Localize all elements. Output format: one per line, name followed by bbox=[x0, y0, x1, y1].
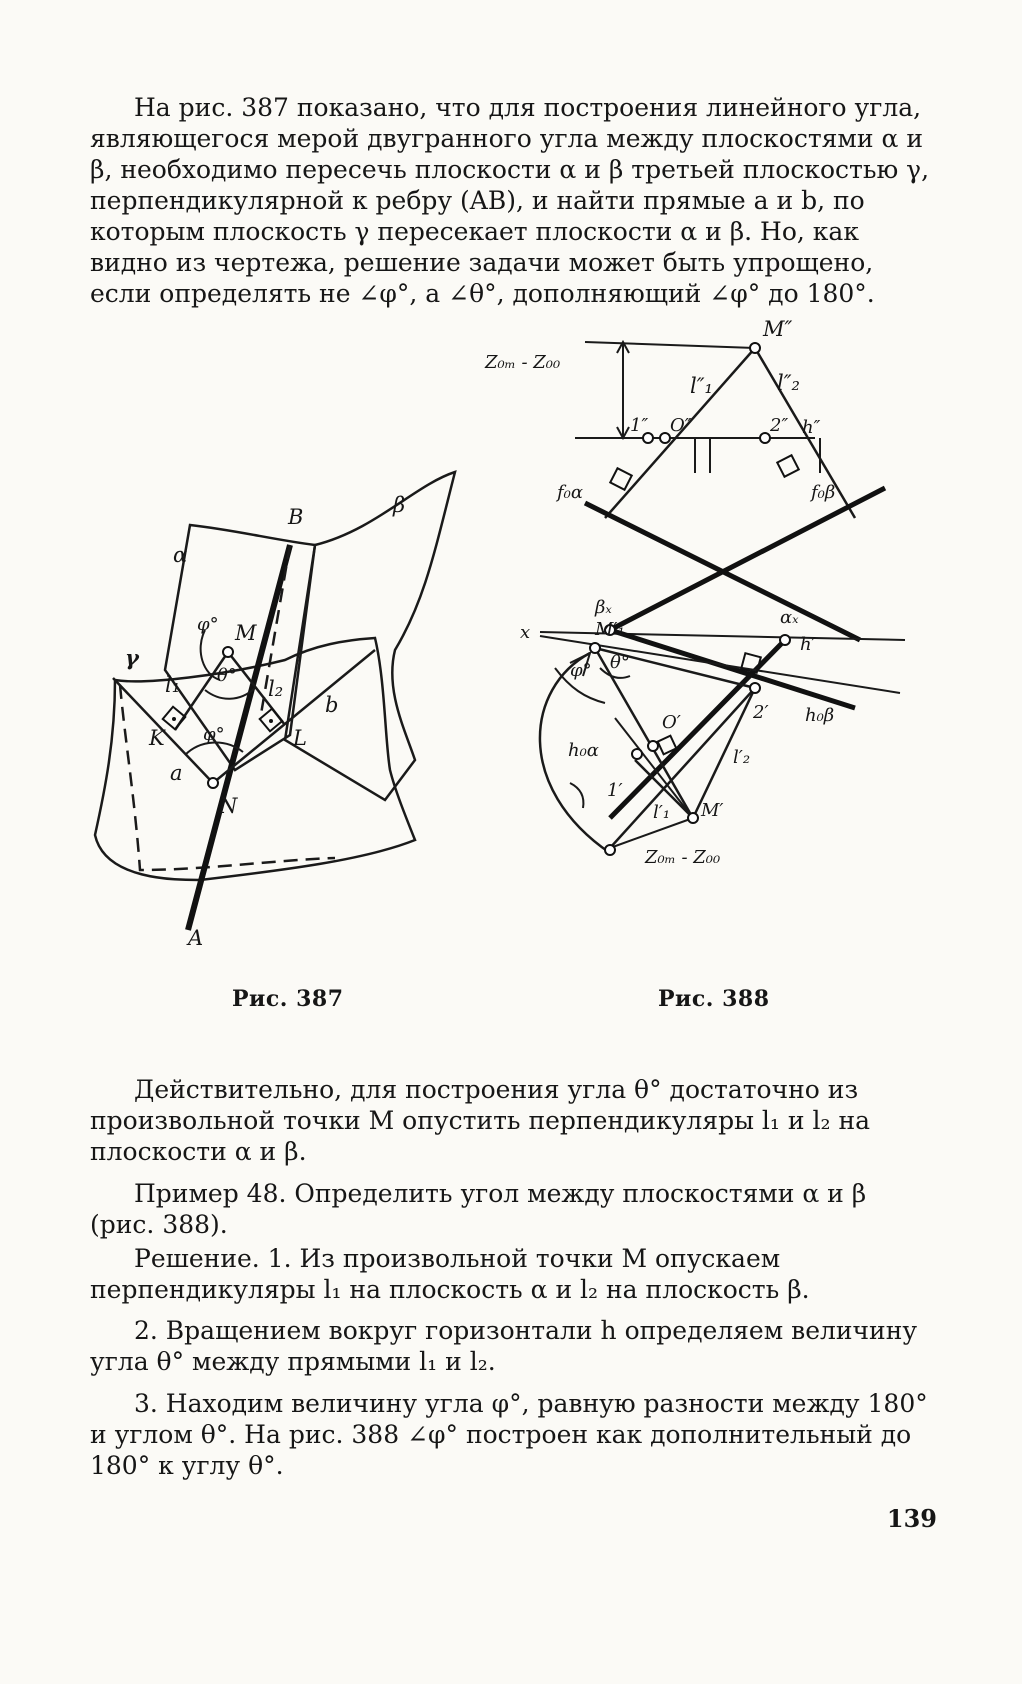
label-h-alpha: h₀α bbox=[568, 740, 599, 761]
figure-387 bbox=[85, 440, 515, 960]
label-z-bottom: Z₀ₘ - Z₀₀ bbox=[645, 847, 721, 868]
point-alpha-x bbox=[780, 635, 790, 645]
paragraph-solution-1: Решение. 1. Из произвольной точки M опускаем перпендикуляры l₁ на плоскость α и l₂ на плоскость β. bbox=[90, 1244, 810, 1304]
label-M1-1: M′₁ bbox=[595, 619, 625, 640]
label-h-prime: h′ bbox=[800, 634, 816, 655]
label-theta-388: θ° bbox=[610, 652, 630, 673]
label-2-prime: 2′ bbox=[753, 702, 769, 723]
figure-388 bbox=[485, 308, 935, 948]
label-b: b bbox=[325, 693, 339, 717]
label-l2-frontal: l″₂ bbox=[777, 371, 800, 395]
label-f-beta: f₀β bbox=[811, 482, 836, 503]
caption-fig-387: Рис. 387 bbox=[232, 986, 344, 1012]
paragraph-example: Пример 48. Определить угол между плоскостями α и β (рис. 388). bbox=[90, 1179, 867, 1239]
label-theta: θ° bbox=[217, 665, 237, 686]
point-Mprime bbox=[688, 813, 698, 823]
label-M: M bbox=[235, 621, 257, 645]
trace-f-beta bbox=[610, 488, 885, 630]
paragraph-solution-2: 2. Вращением вокруг горизонтали h определяем величину угла θ° между прямыми l₁ и l₂. bbox=[90, 1316, 918, 1376]
label-1-prime: 1′ bbox=[607, 780, 623, 801]
label-h-beta: h₀β bbox=[805, 705, 835, 726]
label-alpha: α bbox=[173, 543, 188, 567]
point-2prime bbox=[750, 683, 760, 693]
label-x: x bbox=[520, 622, 531, 643]
paragraph-solution-3: 3. Находим величину угла φ°, равную разности между 180° и углом θ°. На рис. 388 ∠φ° построен как дополнительный до 180° к углу θ°. bbox=[90, 1389, 928, 1480]
point-Oprime bbox=[648, 741, 658, 751]
point-M1-1 bbox=[590, 643, 600, 653]
plane-beta bbox=[285, 472, 455, 800]
label-K: K bbox=[149, 726, 165, 750]
label-gamma: γ bbox=[125, 645, 139, 670]
label-phi-bottom: φ° bbox=[203, 724, 225, 745]
caption-fig-388: Рис. 388 bbox=[658, 986, 770, 1012]
label-h-frontal: h″ bbox=[802, 417, 821, 438]
label-l2: l₂ bbox=[268, 677, 284, 701]
label-beta-x: βₓ bbox=[595, 597, 612, 618]
label-phi: φ° bbox=[570, 660, 592, 681]
label-l1-prime: l′₁ bbox=[653, 802, 671, 823]
point-M2 bbox=[750, 343, 760, 353]
label-l2-prime: l′₂ bbox=[733, 747, 751, 768]
paragraph-1: Действительно, для построения угла θ° достаточно из произвольной точки M опустить перпендикуляры l₁ и l₂ на плоскости α и β. bbox=[90, 1075, 871, 1166]
label-M-prime: M′ bbox=[701, 800, 724, 821]
label-phi-top: φ° bbox=[197, 614, 219, 635]
label-M2: M″ bbox=[763, 317, 793, 341]
label-l1: l₁ bbox=[165, 673, 181, 697]
label-B: B bbox=[288, 505, 304, 529]
label-A: A bbox=[188, 926, 204, 950]
label-L: L bbox=[293, 726, 307, 750]
label-O-frontal: O″ bbox=[670, 415, 692, 436]
label-f-alpha: f₀α bbox=[557, 482, 584, 503]
page-number: 139 bbox=[886, 1504, 937, 1533]
label-l1-frontal: l″₁ bbox=[690, 374, 713, 398]
point-M bbox=[223, 647, 233, 657]
point-1prime bbox=[632, 749, 642, 759]
label-O-prime: O′ bbox=[662, 712, 681, 733]
point-N bbox=[208, 778, 218, 788]
label-N: N bbox=[219, 794, 238, 818]
label-z-top: Z₀ₘ - Z₀₀ bbox=[485, 352, 561, 373]
label-2-frontal: 2″ bbox=[770, 415, 789, 436]
label-beta: β bbox=[393, 493, 406, 517]
label-alpha-x: αₓ bbox=[780, 607, 799, 628]
label-1-frontal: 1″ bbox=[630, 415, 649, 436]
label-a: a bbox=[170, 761, 183, 785]
intro-paragraph: На рис. 387 показано, что для построения линейного угла, являющегося мерой двугранного угла между плоскостями α и β, необходимо пересечь плоскости α и β третьей плоскостью γ, перпендикулярной к ребру (AB), и найти прямые a и b, по которым плоскость γ пересекает плоскости α и β. Но, как видно из чертежа, решение задачи может быть упрощено, если определять не ∠φ°, а ∠θ°, дополняющий ∠φ° до 180°. bbox=[90, 93, 930, 308]
m2-reference-line bbox=[585, 342, 755, 348]
